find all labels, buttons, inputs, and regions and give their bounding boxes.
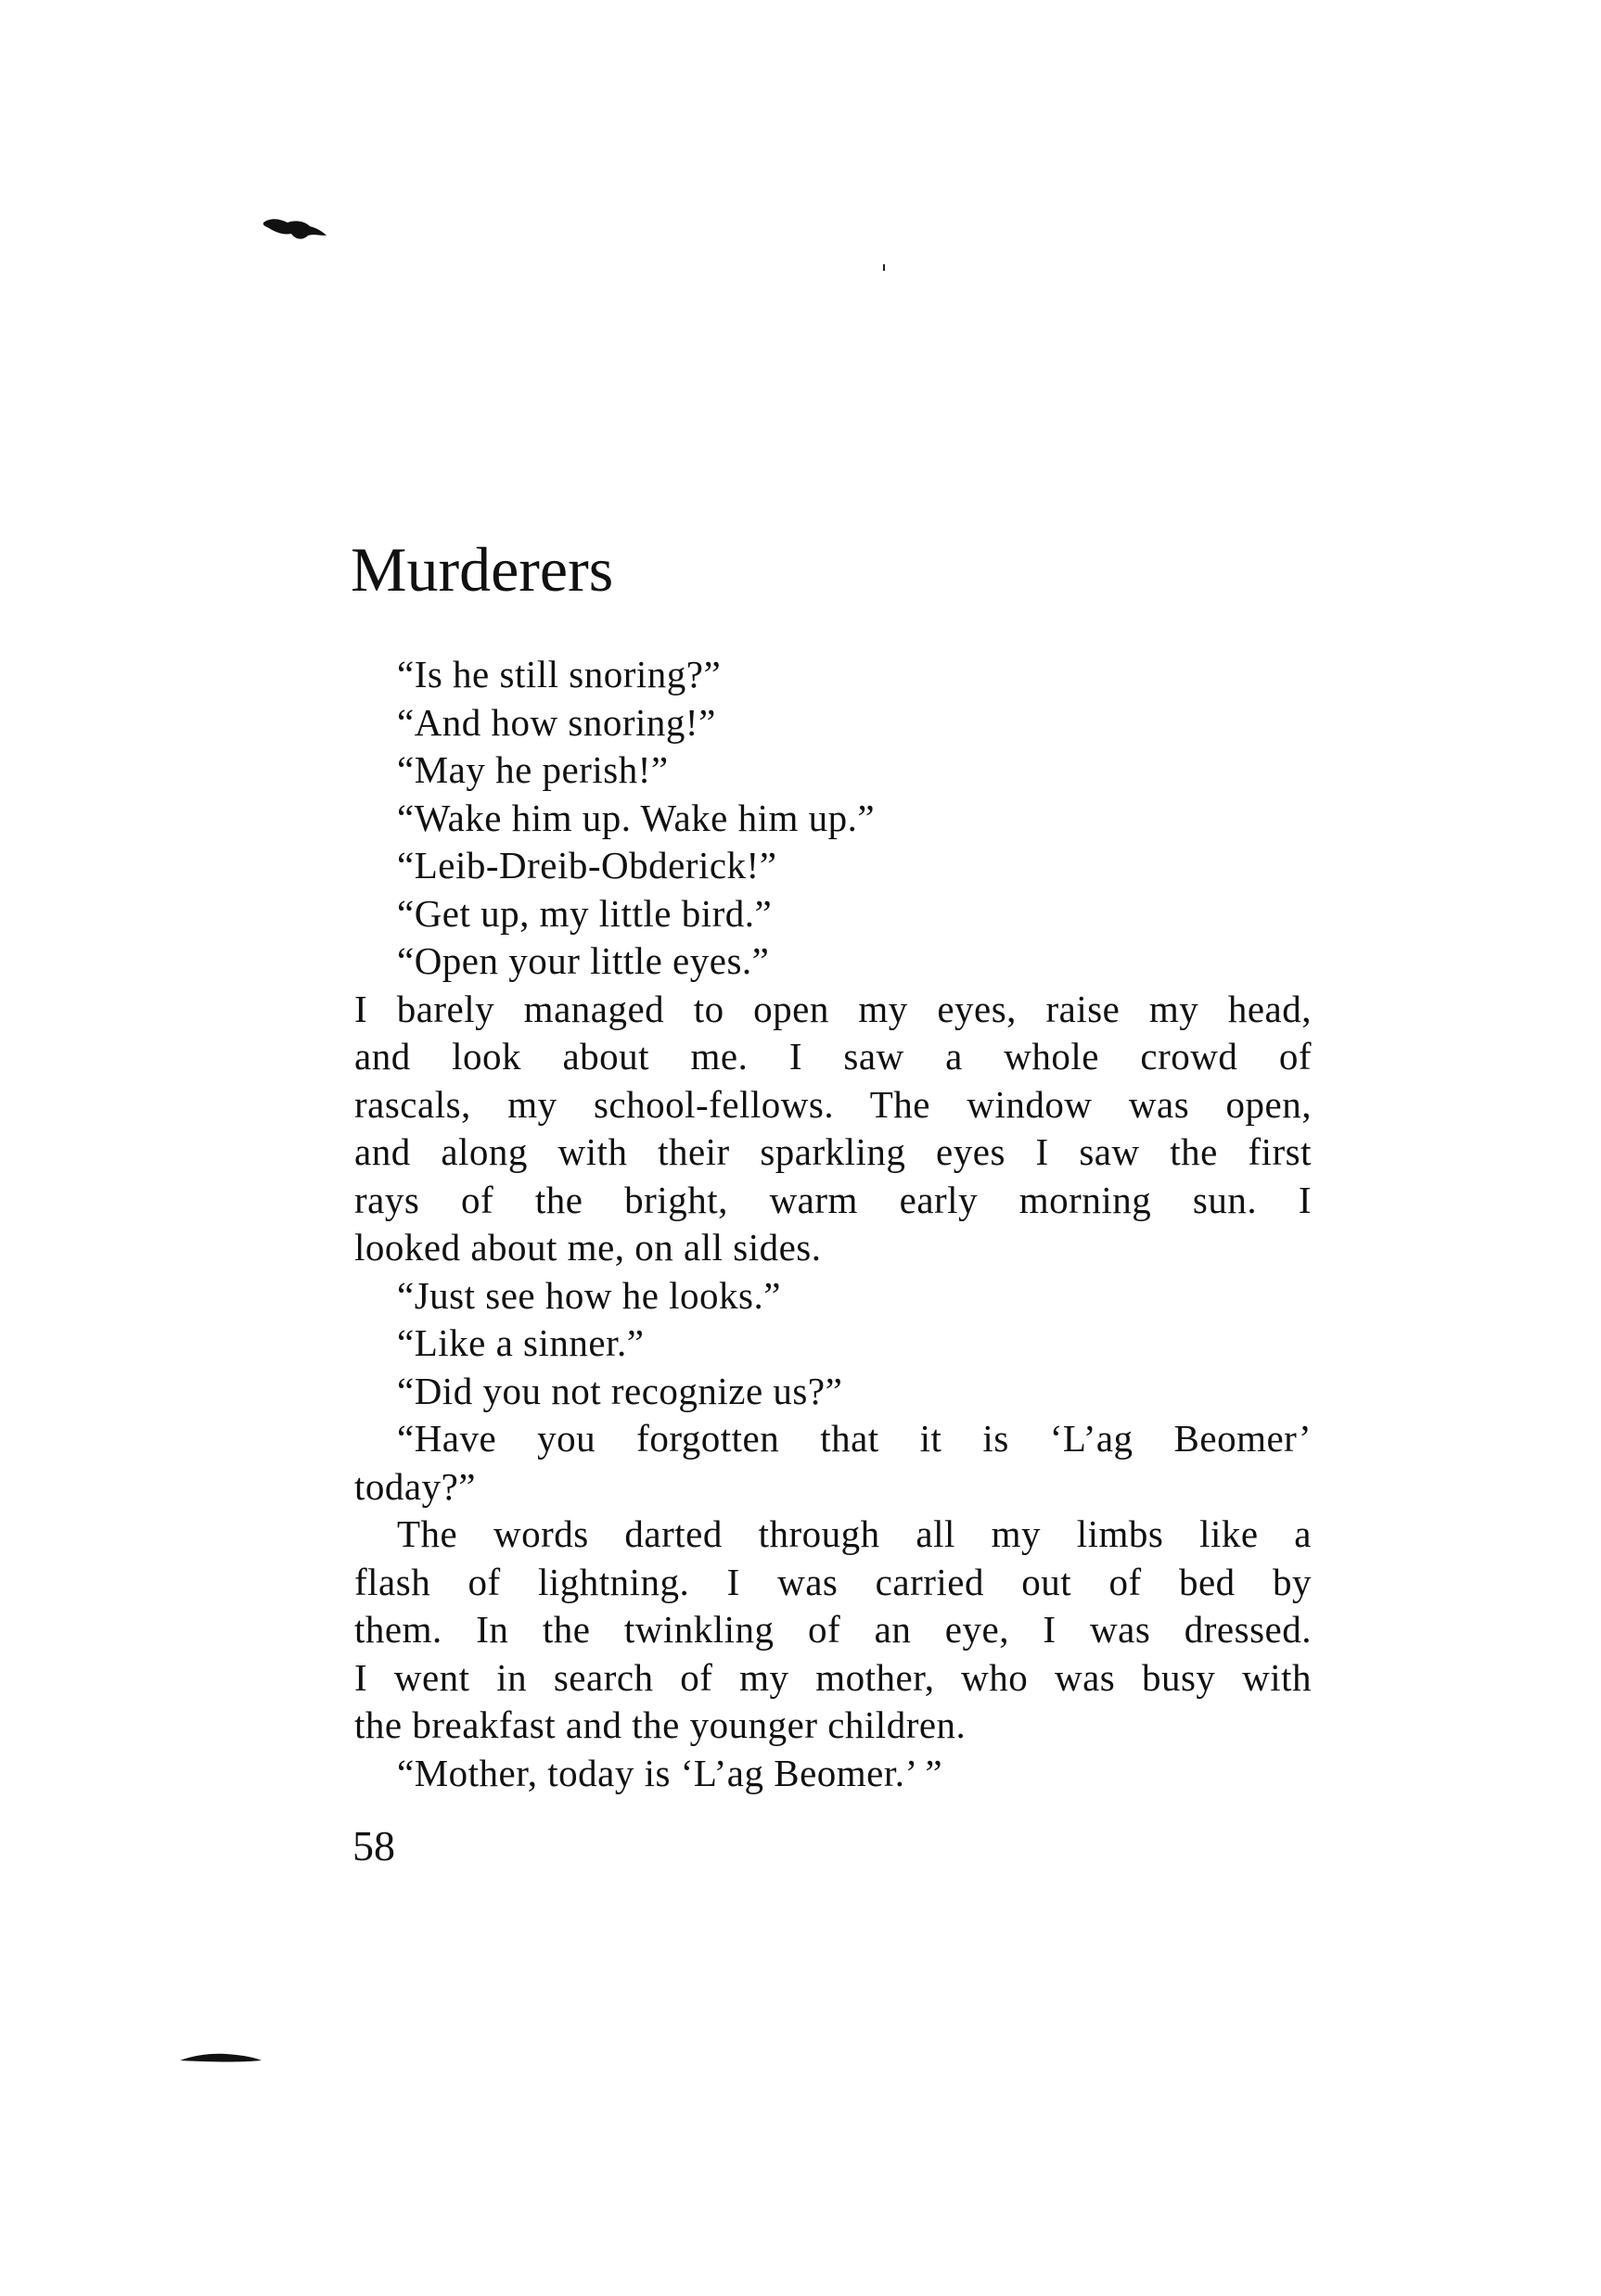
text-line: “Like a sinner.” bbox=[397, 1321, 645, 1364]
text-line: The words darted through all my limbs like a bbox=[397, 1512, 1312, 1555]
ink-blot-mark bbox=[262, 215, 328, 243]
text-line: “Leib-Dreib-Obderick!” bbox=[397, 844, 777, 887]
text-line: and look about me. I saw a whole crowd of bbox=[354, 1035, 1312, 1078]
text-line: today?” bbox=[354, 1464, 476, 1508]
text-line: and along with their sparkling eyes I saw the first bbox=[354, 1130, 1312, 1173]
text-line: “Wake him up. Wake him up.” bbox=[397, 796, 876, 839]
ink-smudge-mark bbox=[178, 2051, 263, 2064]
text-line: “May he perish!” bbox=[397, 748, 669, 791]
text-line: “Open your little eyes.” bbox=[397, 939, 770, 982]
speck-mark bbox=[881, 263, 887, 273]
text-line: “Is he still snoring?” bbox=[397, 653, 722, 695]
text-line: rascals, my school-fellows. The window was open, bbox=[354, 1082, 1312, 1126]
text-line: “Mother, today is ‘L’ag Beomer.’ ” bbox=[397, 1751, 943, 1794]
chapter-title: Murderers bbox=[351, 534, 614, 605]
page-number: 58 bbox=[352, 1822, 395, 1869]
text-line: rays of the bright, warm early morning sun. I bbox=[354, 1178, 1312, 1221]
text-line: “Just see how he looks.” bbox=[397, 1273, 781, 1317]
text-line: “Get up, my little bird.” bbox=[397, 891, 773, 935]
text-line: them. In the twinkling of an eye, I was dressed. bbox=[354, 1608, 1312, 1651]
text-line: I barely managed to open my eyes, raise my head, bbox=[354, 987, 1312, 1030]
chapter-body bbox=[354, 651, 1312, 1797]
text-line: I went in search of my mother, who was busy with bbox=[354, 1655, 1312, 1699]
text-line: the breakfast and the younger children. bbox=[354, 1703, 967, 1746]
text-line: “And how snoring!” bbox=[397, 700, 716, 744]
text-line: “Did you not recognize us?” bbox=[397, 1369, 843, 1412]
text-line: flash of lightning. I was carried out of bed by bbox=[354, 1560, 1312, 1603]
text-line: “Have you forgotten that it is ‘L’ag Beomer’ bbox=[397, 1417, 1312, 1460]
text-line: looked about me, on all sides. bbox=[354, 1226, 822, 1269]
